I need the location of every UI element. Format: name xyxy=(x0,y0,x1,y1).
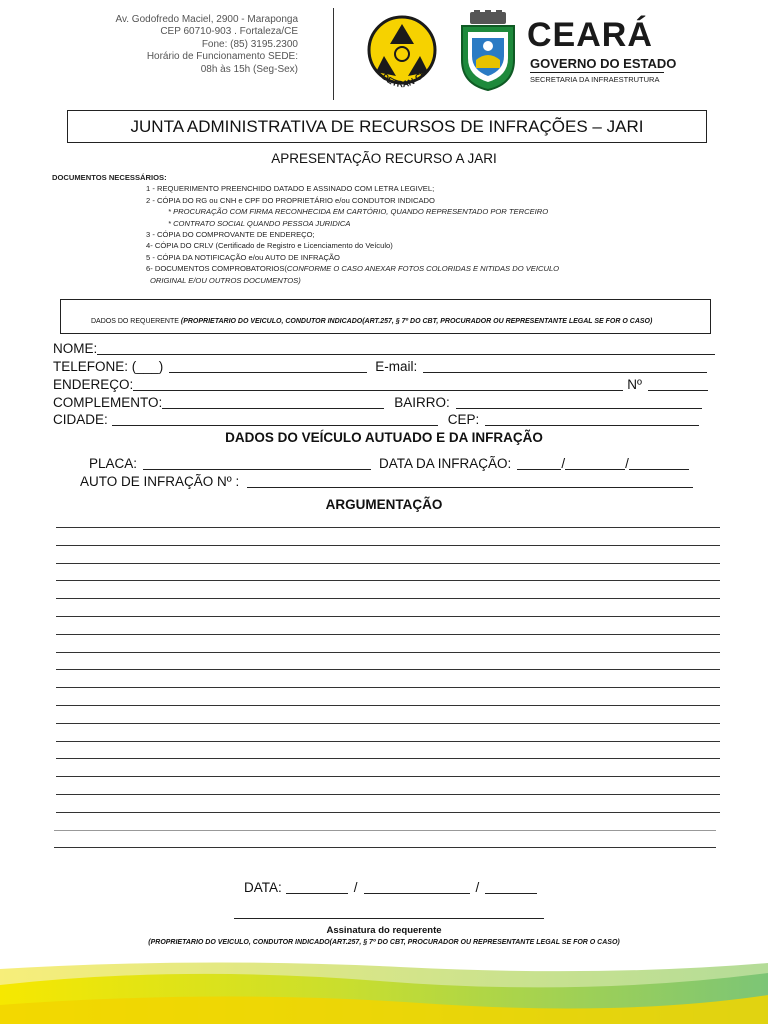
placa-field[interactable] xyxy=(143,456,371,470)
cep-field[interactable] xyxy=(485,412,699,426)
ceara-coat-of-arms-icon xyxy=(456,10,520,92)
bairro-label: BAIRRO: xyxy=(394,395,450,410)
nome-field[interactable] xyxy=(97,341,715,355)
secretaria-label: SECRETARIA DA INFRAESTRUTURA xyxy=(530,75,660,84)
complemento-field[interactable] xyxy=(162,395,384,409)
document-item: * PROCURAÇÃO COM FIRMA RECONHECIDA EM CARTÓRIO, QUANDO REPRESENTADO POR TERCEIRO xyxy=(168,207,549,217)
data-month-field[interactable] xyxy=(364,880,470,894)
date-separator: / xyxy=(353,880,358,895)
documents-list xyxy=(52,172,559,286)
argumentacao-line[interactable] xyxy=(56,527,720,528)
argumentacao-line[interactable] xyxy=(54,830,716,831)
data-year-field[interactable] xyxy=(485,880,537,894)
document-item: 2 - CÓPIA DO RG ou CNH e CPF DO PROPRIETÁRIO e/ou CONDUTOR INDICADO xyxy=(146,195,435,205)
cep-label: CEP: xyxy=(447,412,480,427)
placa-row xyxy=(89,456,689,471)
document-item-note: ORIGINAL E/OU OUTROS DOCUMENTOS) xyxy=(150,275,301,285)
email-label: E-mail: xyxy=(375,359,418,374)
form-subtitle: APRESENTAÇÃO RECURSO A JARI xyxy=(271,151,497,166)
document-item: 3 - CÓPIA DO COMPROVANTE DE ENDEREÇO; xyxy=(146,230,315,240)
form-title-box xyxy=(67,110,707,143)
data-infracao-month-field[interactable] xyxy=(565,456,625,470)
requerente-detail: (PROPRIETARIO DO VEICULO, CONDUTOR INDICADO(ART.257, § 7º DO CBT, PROCURADOR OU REPRESENTANTE LEGAL SE FOR O CASO) xyxy=(180,318,653,325)
header-divider xyxy=(333,8,334,100)
data-infracao-day-field[interactable] xyxy=(517,456,561,470)
data-infracao-year-field[interactable] xyxy=(629,456,689,470)
cidade-label: CIDADE: xyxy=(53,412,108,427)
address-line: Horário de Funcionamento SEDE: xyxy=(146,51,298,63)
complemento-label: COMPLEMENTO: xyxy=(53,395,163,410)
argumentacao-line[interactable] xyxy=(56,634,720,635)
nome-row xyxy=(53,341,715,356)
document-item: * CONTRATO SOCIAL QUANDO PESSOA JURIDICA xyxy=(168,218,351,228)
endereco-field[interactable] xyxy=(133,377,623,391)
argumentacao-line[interactable] xyxy=(56,776,720,777)
address-line: Fone: (85) 3195.2300 xyxy=(201,38,298,50)
telefone-label: TELEFONE: (___) xyxy=(53,359,164,374)
cidade-field[interactable] xyxy=(112,412,438,426)
date-separator: / xyxy=(561,456,566,471)
requerente-label: DADOS DO REQUERENTE xyxy=(91,318,179,325)
date-separator: / xyxy=(625,456,629,471)
auto-infracao-row xyxy=(80,474,693,489)
data-infracao-label: DATA DA INFRAÇÃO: xyxy=(379,456,512,471)
address-line: CEP 60710-903 . Fortaleza/CE xyxy=(160,26,298,38)
argumentacao-line[interactable] xyxy=(56,705,720,706)
ceara-title: CEARÁ xyxy=(527,16,653,54)
endereco-row xyxy=(53,377,708,392)
endereco-label: ENDEREÇO: xyxy=(53,377,134,392)
document-item: 4- CÓPIA DO CRLV (Certificado de Registro e Licenciamento do Veículo) xyxy=(146,241,393,251)
form-title: JUNTA ADMINISTRATIVA DE RECURSOS DE INFRAÇÕES – JARI xyxy=(130,116,644,136)
data-row xyxy=(244,880,537,895)
numero-field[interactable] xyxy=(648,377,708,391)
auto-infracao-field[interactable] xyxy=(247,474,693,488)
documents-heading: DOCUMENTOS NECESSÁRIOS: xyxy=(52,173,167,182)
address-line: 08h às 15h (Seg-Sex) xyxy=(200,63,298,75)
detran-logo xyxy=(366,10,438,102)
vehicle-section-title: DADOS DO VEÍCULO AUTUADO E DA INFRAÇÃO xyxy=(225,430,543,445)
signature-label: Assinatura do requerente xyxy=(326,925,442,936)
document-item: 1 - REQUERIMENTO PREENCHIDO DATADO E ASSINADO COM LETRA LEGIVEL; xyxy=(146,184,435,194)
complemento-row xyxy=(53,395,702,410)
date-separator: / xyxy=(475,880,480,895)
bairro-field[interactable] xyxy=(456,395,702,409)
document-item: 6- DOCUMENTOS COMPROBATORIOS( xyxy=(146,264,287,274)
nome-label: NOME: xyxy=(53,341,98,356)
address-line: Av. Godofredo Maciel, 2900 - Maraponga xyxy=(115,14,298,25)
document-item-note: CONFORME O CASO ANEXAR FOTOS COLORIDAS E NITIDAS DO VEICULO xyxy=(286,264,560,274)
requerente-box xyxy=(60,299,711,334)
data-day-field[interactable] xyxy=(286,880,348,894)
argumentacao-line[interactable] xyxy=(56,741,720,742)
argumentacao-line[interactable] xyxy=(54,847,716,848)
argumentacao-line[interactable] xyxy=(56,545,720,546)
argumentacao-line[interactable] xyxy=(56,598,720,599)
argumentacao-line[interactable] xyxy=(56,723,720,724)
auto-infracao-label: AUTO DE INFRAÇÃO Nº : xyxy=(80,474,240,489)
signature-line[interactable] xyxy=(234,918,544,919)
argumentacao-line[interactable] xyxy=(56,758,720,759)
argumentacao-title: ARGUMENTAÇÃO xyxy=(325,497,443,512)
data-label: DATA: xyxy=(244,880,282,895)
placa-label: PLACA: xyxy=(89,456,138,471)
cidade-row xyxy=(53,412,699,427)
argumentacao-line[interactable] xyxy=(56,794,720,795)
ceara-divider xyxy=(530,72,664,73)
signature-sublabel: (PROPRIETARIO DO VEICULO, CONDUTOR INDICADO(ART.257, § 7º DO CBT, PROCURADOR OU REPRESENTANTE LEGAL SE FOR O CASO) xyxy=(148,939,620,946)
argumentacao-line[interactable] xyxy=(56,652,720,653)
footer-wave-decoration xyxy=(0,955,768,1024)
argumentacao-line[interactable] xyxy=(56,616,720,617)
telefone-field[interactable] xyxy=(169,359,367,373)
address-block xyxy=(96,14,298,76)
detran-label: DETRAN-CE xyxy=(379,67,429,90)
telefone-row xyxy=(53,359,707,374)
argumentacao-line[interactable] xyxy=(56,687,720,688)
document-item: 5 - CÓPIA DA NOTIFICAÇÃO e/ou AUTO DE INFRAÇÃO xyxy=(146,252,340,262)
governo-label: GOVERNO DO ESTADO xyxy=(530,56,677,71)
argumentacao-line[interactable] xyxy=(56,580,720,581)
argumentacao-line[interactable] xyxy=(56,669,720,670)
argumentacao-line[interactable] xyxy=(56,563,720,564)
email-field[interactable] xyxy=(423,359,707,373)
argumentacao-line[interactable] xyxy=(56,812,720,813)
numero-label: Nº xyxy=(627,377,642,392)
